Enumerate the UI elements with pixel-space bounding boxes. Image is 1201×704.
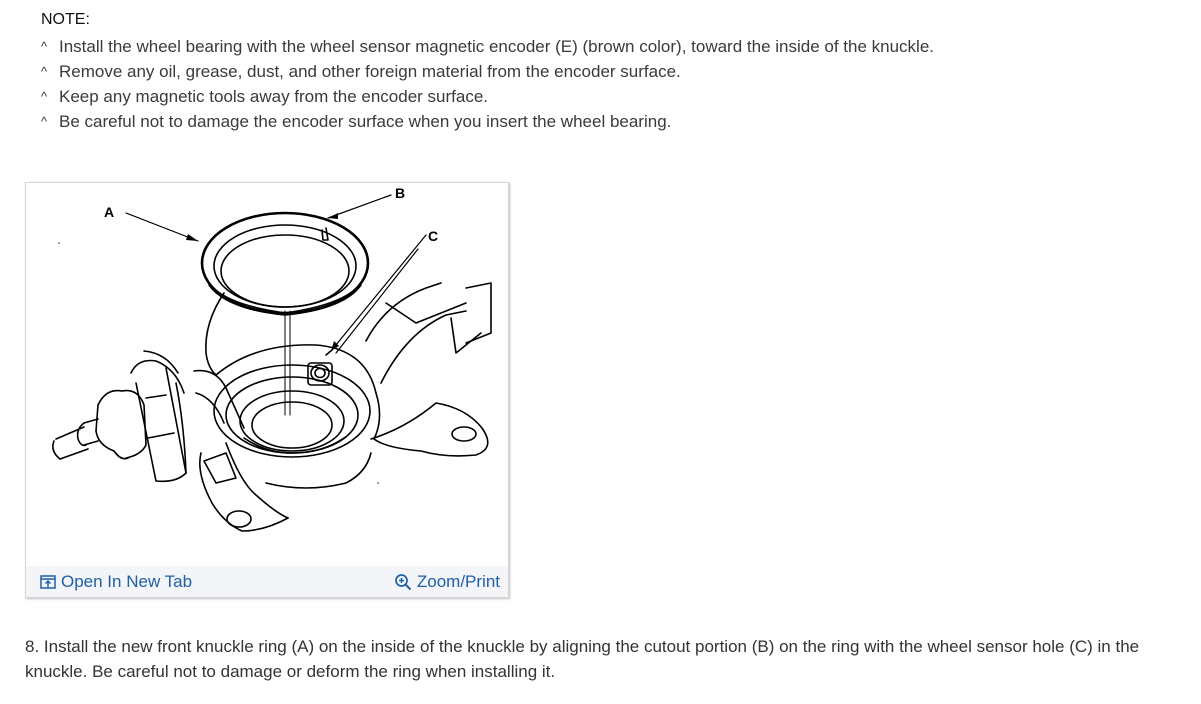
note-text: Remove any oil, grease, dust, and other foreign material from the encoder surface. (59, 62, 681, 81)
note-text: Keep any magnetic tools away from the encoder surface. (59, 87, 489, 106)
note-item (41, 59, 934, 84)
step-8-instruction: 8. Install the new front knuckle ring (A) on the inside of the knuckle by aligning the cutout portion (B) on the ring with the wheel sensor hole (C) in the knuckle. Be careful not to damage or deform the ring when installing it. (25, 637, 1140, 681)
knuckle-body (53, 283, 491, 531)
callout-c: C (428, 228, 439, 244)
figure-toolbar (26, 566, 508, 597)
note-text: Install the wheel bearing with the wheel sensor magnetic encoder (E) (brown color), toward the inside of the knuckle. (59, 37, 935, 56)
callout-a: A (104, 204, 115, 220)
magnifier-icon (394, 573, 412, 591)
bullet-caret: ^ (41, 39, 48, 54)
knuckle-ring (202, 213, 368, 315)
note-list (41, 34, 934, 134)
note-text: Be careful not to damage the encoder surface when you insert the wheel bearing. (59, 112, 672, 131)
note-item (41, 34, 934, 59)
open-in-new-tab-label: Open In New Tab (61, 571, 193, 591)
note-item (41, 84, 934, 109)
bullet-caret: ^ (41, 64, 48, 79)
open-in-new-tab-link[interactable] (40, 566, 192, 597)
zoom-print-label: Zoom/Print (416, 571, 500, 591)
note-heading: NOTE: (41, 11, 90, 28)
callout-b: B (395, 185, 406, 201)
figure-card (25, 182, 509, 598)
bullet-caret: ^ (41, 89, 48, 104)
zoom-print-link[interactable] (394, 566, 500, 597)
note-item (41, 109, 934, 134)
knuckle-ring-illustration[interactable] (26, 183, 508, 566)
bullet-caret: ^ (41, 114, 48, 129)
open-new-tab-icon (40, 575, 56, 589)
